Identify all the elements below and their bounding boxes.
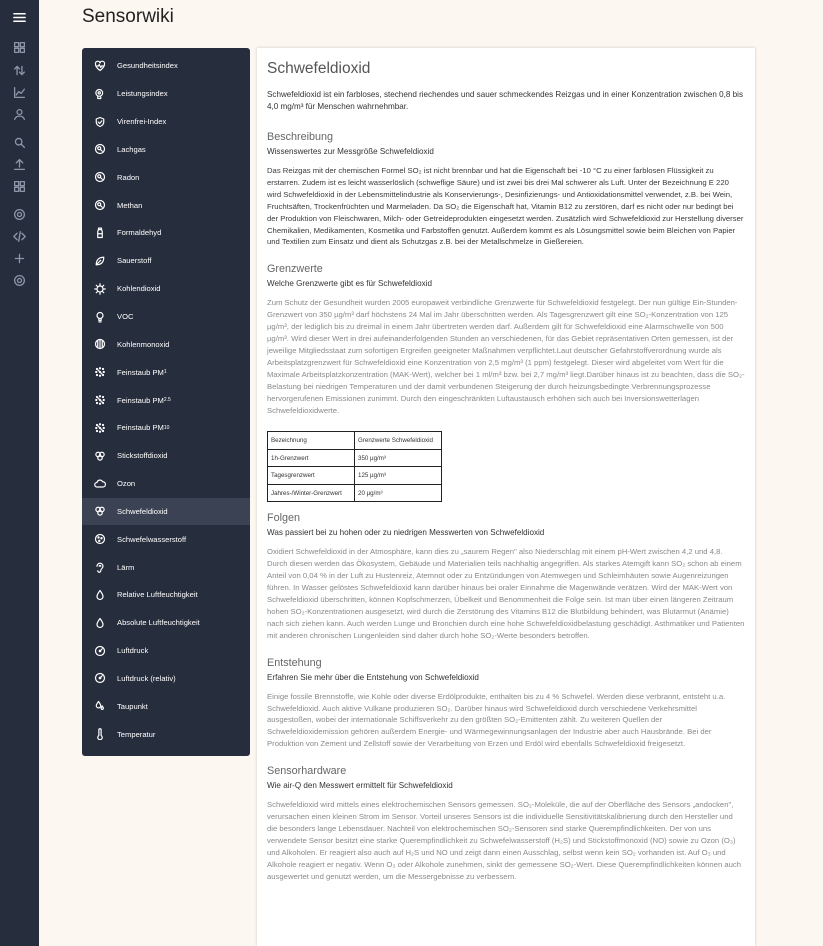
sidebar-item-label: Sauerstoff xyxy=(117,256,152,266)
user-icon[interactable] xyxy=(8,103,30,125)
section-subheading: Wissenswertes zur Messgröße Schwefeldioxid xyxy=(267,147,434,156)
sidebar-item-label: Luftdruck (relativ) xyxy=(117,673,176,683)
sidebar-item-label: Stickstoffdioxid xyxy=(117,451,168,461)
table-header-cell: Bezeichnung xyxy=(268,432,355,450)
sidebar-item-label: Feinstaub PM xyxy=(117,423,164,433)
sidebar-item-label: Kohlendioxid xyxy=(117,284,161,294)
limits-table xyxy=(267,431,442,502)
section-subheading: Welche Grenzwerte gibt es für Schwefeldioxid xyxy=(267,279,432,289)
menu-icon[interactable] xyxy=(8,6,30,28)
thermometer-icon xyxy=(93,727,107,741)
article-card xyxy=(257,48,755,946)
section-text: Oxidiert Schwefeldioxid in der Atmosphäre, kann dies zu „saurem Regen" also Niederschlag mit einem pH-Wert zwischen 4,2 und 4,8. Durch diesen werden das Ökosystem, Gebäude und Materialien teils nachhaltig angegriffen. Als starkes Atemgift kann SO₂ schon ab einem Anteil von 0,04 % in der Luft zu Hustenreiz, Atemnot oder zu Entzündungen von Atemwegen und Schleimhäuten sowie Augenreizungen führen. In Wasser gelöstes Schwefeldioxid kann darüber hinaus bei oraler Einnahme die Magenwände verätzen. Wird der MAK-Wert von Schwefeldioxid überschritten, können Kopfschmerzen, Übelkeit und Benommenheit die Folge sein. Ist man über einen längeren Zeitraum hohen SO₂-Konzentrationen ausgesetzt, wird durch die Zerstörung des Vitamins B12 die Blutbildung behindert, was Blutarmut (Anämie) nach sich ziehen kann. Auch werden Lunge und Bronchien durch eine hohe Schwefeldioxidbelastung geschädigt. Asthmatiker und Patienten mit anderen chronischen Lungenleiden sind daher durch hohe SO₂-Werte besonders betroffen. xyxy=(267,547,745,640)
section-sensorhardware xyxy=(267,765,745,882)
dew-icon xyxy=(93,699,107,713)
section-text: Schwefeldioxid wird mittels eines elektrochemischen Sensors gemessen. SO₂-Moleküle, die auf der Oberfläche des Sensors „andocken", verursachen einen kleinen Strom im Sensor. Vorteil unseres Sensors ist die individuelle Sensitivitätskalibrierung durch den Hersteller und die besonders lange Lebensdauer. Nachteil von elektrochemischen SO₂-Sensoren sind starke Querempfindlichkeiten. Der von uns verwendete Sensor besitzt eine starke Querempfindlichkeit zu Schwefelwasserstoff (H₂S) und Stickstoffmonoxid (NO) sowie zu Ozon (O₃) und Alkoholen. Er reagiert also auch auf H₂S und NO und zeigt dann einen Ausschlag, selbst wenn kein SO₂ vorhanden ist. Auf O₃ und Alkohole reagiert er negativ. Wenn O₃ oder Alkohole zunehmen, sinkt der gemessene SO₂-Wert. Diese Querempfindlichkeiten können auch ausgewertet und genutzt werden, um die Messergebnisse zu verbessern. xyxy=(267,800,742,881)
sidebar-item[interactable] xyxy=(82,191,250,219)
heart-pulse-icon xyxy=(93,59,107,73)
sidebar-item-label: Temperatur xyxy=(117,729,156,739)
gauge-icon xyxy=(93,671,107,685)
upload-icon[interactable] xyxy=(8,153,30,175)
sidebar-item[interactable] xyxy=(82,720,250,748)
article-title: Schwefeldioxid xyxy=(267,60,371,77)
dust-icon xyxy=(93,393,107,407)
sidebar-item[interactable] xyxy=(82,692,250,720)
sidebar-item-label: Lärm xyxy=(117,562,135,572)
table-row xyxy=(268,484,442,502)
cloud-icon xyxy=(93,477,107,491)
section-entstehung xyxy=(267,657,745,751)
table-header-row xyxy=(268,432,442,450)
sidebar-item-label: Leistungsindex xyxy=(117,89,168,99)
table-cell: 20 µg/m³ xyxy=(355,484,442,502)
sidebar-item[interactable] xyxy=(82,553,250,581)
sensor-nav xyxy=(82,48,250,756)
section-text: Einige fossile Brennstoffe, wie Kohle oder diverse Erdölprodukte, enthalten bis zu 4 % Schwefel. Werden diese verbrannt, entsteht u.a. Schwefeldioxid. Auch aktive Vulkane produzieren SO₂. Darüber hinaus wird Schwefeldioxid durch verschiedene Verkehrsmittel ausgestoßen, wobei der internationale Schiffsverkehr zu den größten SO₂-Emittenten zählt. Zu weiteren Quellen der Schwefeldioxidemission gehören außerdem Energie- und Wärmegewinnungsanlagen der Industrie aber auch Hausbrände. Bei der Produktion von Zement und Zellstoff sowie der Verarbeitung von Erzen und Erdöl wird ebenfalls Schwefeldioxid freigesetzt. xyxy=(267,691,726,749)
grid-icon[interactable] xyxy=(8,175,30,197)
sidebar-item[interactable] xyxy=(82,637,250,665)
table-cell: 350 µg/m³ xyxy=(355,449,442,467)
molecule-icon xyxy=(93,170,107,184)
sidebar-item[interactable] xyxy=(82,581,250,609)
sidebar-item-label: Lachgas xyxy=(117,144,146,154)
section-heading: Beschreibung xyxy=(267,131,334,143)
plus-icon[interactable] xyxy=(8,247,30,269)
sidebar-item[interactable] xyxy=(82,108,250,136)
sort-icon[interactable] xyxy=(8,59,30,81)
bottle-icon xyxy=(93,226,107,240)
page-title: Sensorwiki xyxy=(82,6,174,27)
drop-icon xyxy=(93,616,107,630)
sidebar-item-subscript: 1 xyxy=(163,369,167,376)
dust-icon xyxy=(93,421,107,435)
settings-icon[interactable] xyxy=(8,203,30,225)
sidebar-item[interactable] xyxy=(82,80,250,108)
sidebar-item-label: Absolute Luftfeuchtigkeit xyxy=(117,618,200,628)
drop-icon xyxy=(93,588,107,602)
sidebar-item-label: VOC xyxy=(117,312,134,322)
table-cell: 1h-Grenzwert xyxy=(268,449,355,467)
section-subheading: Was passiert bei zu hohen oder zu niedrigen Messwerten von Schwefeldioxid xyxy=(267,528,545,538)
table-header-cell: Grenzwerte Schwefeldioxid xyxy=(355,432,442,450)
sidebar-item-label: Virenfrei-Index xyxy=(117,117,167,127)
table-cell: Tagesgrenzwert xyxy=(268,467,355,485)
icon-rail xyxy=(0,0,39,946)
sidebar-item[interactable] xyxy=(82,386,250,414)
section-text: Das Reizgas mit der chemischen Formel SO₂ ist nicht brennbar und hat die Eigenschaft bei -10 °C zu einer farblosen Flüssigkeit zu erstarren. Zudem ist es leicht wasserlöslich (schweflige Säure) und ist zwei bis drei Mal schwerer als Luft. Unter der Bezeichnung E 220 wird Schwefeldioxid in der Lebensmittelindustrie als Konservierungs-, Desinfizierungs- und Antioxidationsmittel verwendet, z.B. bei Wein, Fruchtsäften, Trockenfrüchten und Marmeladen. Da SO₂ die Eigenschaft hat, Vitamin B12 zu zerstören, darf es nicht oder nur bedingt bei der Produktion von Fleischwaren, Milch- oder Getreideprodukten eingesetzt werden. Zusätzlich wird Schwefeldioxid zur Herstellung diverser Chemikalien, Medikamenten, Kosmetika und Farbstoffen genutzt. Außerdem kommt es als Lösungsmittel sowie beim Bleichen von Papier und Textilien zum Einsatz und dient als Schutzgas z.B. bei der Metallschmelze in Gießereien. xyxy=(267,166,744,247)
molecule-icon xyxy=(93,198,107,212)
sidebar-item-label: Schwefelwasserstoff xyxy=(117,534,187,544)
section-heading: Grenzwerte xyxy=(267,263,323,276)
section-text: Zum Schutz der Gesundheit wurden 2005 europaweit verbindliche Grenzwerte für Schwefeldioxid festgelegt. Der nun gültige Ein-Stunden-Grenzwert von 350 µg/m³ darf höchstens 24 Mal im Jahr überschritten werden. Als Tagesgrenzwert gilt eine SO₂-Konzentration von 125 µg/m³, der lediglich bis zu dreimal in einem Jahr übertreten werden darf. Außerdem gilt für Schwefeldioxid eine Alarmschwelle von 500 µg/m³. Wird dieser Wert in drei aufeinanderfolgenden Stunden an verschiedenen, für das Gebiet repräsentativen Orten gemessen, ist der jeweilige Mitgliedsstaat zum sofortigen Ergreifen geeigneter Maßnahmen verpflichtet.Laut deutscher Gefahrstoffverordnung wurde als Arbeitsplatzgrenzwert für Schwefeldioxid eine Konzentration von 2,5 mg/m³ (1 ppm) festgelegt. Dieser wird abgeleitet vom Wert für die Maximale Arbeitsplatzkonzentration (MAK-Wert), welcher bei 1 ml/m³ bzw. bei 2,7 mg/m³ liegt.Darüber hinaus ist zu beachten, dass die SO₂-Belastung bei niedrigen Temperaturen und der damit verbundenen Steigerung der durch heizungsbedingte Verbrennungsprozesse hervorgerufenen Emissionen zunimmt. Durch den eingeschränkten Luftaustausch erhöhen sich auch bei Inversionswetterlagen Schwefeldioxidwerte. xyxy=(267,298,745,415)
sidebar-item[interactable] xyxy=(82,470,250,498)
section-beschreibung xyxy=(267,131,745,248)
table-cell: 125 µg/m³ xyxy=(355,467,442,485)
sidebar-item[interactable] xyxy=(82,136,250,164)
gear-circle-icon xyxy=(93,282,107,296)
cells-icon xyxy=(93,504,107,518)
section-subheading: Erfahren Sie mehr über die Entstehung von Schwefeldioxid xyxy=(267,672,479,682)
sidebar-item[interactable] xyxy=(82,219,250,247)
leaf-icon xyxy=(93,254,107,268)
sidebar-item[interactable] xyxy=(82,330,250,358)
sidebar-item-label: Radon xyxy=(117,172,140,182)
sidebar-item[interactable] xyxy=(82,498,250,526)
section-heading: Sensorhardware xyxy=(267,765,347,778)
bulb-icon xyxy=(93,310,107,324)
sidebar-item-subscript: 2.5 xyxy=(163,397,171,404)
sidebar-item-label: Relative Luftfeuchtigkeit xyxy=(117,590,198,600)
sidebar-item-label: Kohlenmonoxid xyxy=(117,339,170,349)
section-heading: Entstehung xyxy=(267,656,322,669)
sidebar-item[interactable] xyxy=(82,414,250,442)
sidebar-item-label: Schwefeldioxid xyxy=(117,506,168,516)
ear-icon xyxy=(93,560,107,574)
sidebar-item-label: Gesundheitsindex xyxy=(117,61,178,71)
sidebar-item[interactable] xyxy=(82,247,250,275)
chart-icon[interactable] xyxy=(8,81,30,103)
sidebar-item[interactable] xyxy=(82,163,250,191)
section-heading: Folgen xyxy=(267,512,301,525)
dashboard-icon[interactable] xyxy=(8,36,30,58)
settings-icon[interactable] xyxy=(8,269,30,291)
sidebar-item[interactable] xyxy=(82,665,250,693)
sidebar-item-subscript: 10 xyxy=(163,424,170,431)
cells-icon xyxy=(93,449,107,463)
sidebar-item-label: Formaldehyd xyxy=(117,228,162,238)
molecule-icon xyxy=(93,142,107,156)
sidebar-item-label: Methan xyxy=(117,200,143,210)
dust-icon xyxy=(93,365,107,379)
half-circle-icon xyxy=(93,337,107,351)
sidebar-item[interactable] xyxy=(82,525,250,553)
sidebar-item[interactable] xyxy=(82,358,250,386)
shield-check-icon xyxy=(93,115,107,129)
article-intro: Schwefeldioxid ist ein farbloses, stechend riechendes und sauer schmeckendes Reizgas und in einer Konzentration zwischen 0,8 bis 4,0 mg/m³ für Menschen wahrnehmbar. xyxy=(267,90,744,111)
sidebar-item[interactable] xyxy=(82,303,250,331)
section-grenzwerte xyxy=(267,263,745,502)
sidebar-item[interactable] xyxy=(82,442,250,470)
sidebar-item-label: Feinstaub PM xyxy=(117,395,164,405)
section-subheading: Wie air-Q den Messwert ermittelt für Schwefeldioxid xyxy=(267,781,453,791)
cookie-icon xyxy=(93,532,107,546)
table-row xyxy=(268,467,442,485)
sidebar-item-label: Luftdruck xyxy=(117,646,149,656)
gauge-icon xyxy=(93,644,107,658)
table-cell: Jahres-/Winter-Grenzwert xyxy=(268,484,355,502)
section-folgen xyxy=(267,512,745,641)
brain-icon xyxy=(93,87,107,101)
sidebar-item-label: Ozon xyxy=(117,479,136,489)
sidebar-item-label: Taupunkt xyxy=(117,701,148,711)
sidebar-item[interactable] xyxy=(82,275,250,303)
sidebar-item[interactable] xyxy=(82,609,250,637)
table-row xyxy=(268,449,442,467)
code-icon[interactable] xyxy=(8,225,30,247)
sidebar-item[interactable] xyxy=(82,52,250,80)
search-icon[interactable] xyxy=(8,131,30,153)
sidebar-item-label: Feinstaub PM xyxy=(117,367,164,377)
